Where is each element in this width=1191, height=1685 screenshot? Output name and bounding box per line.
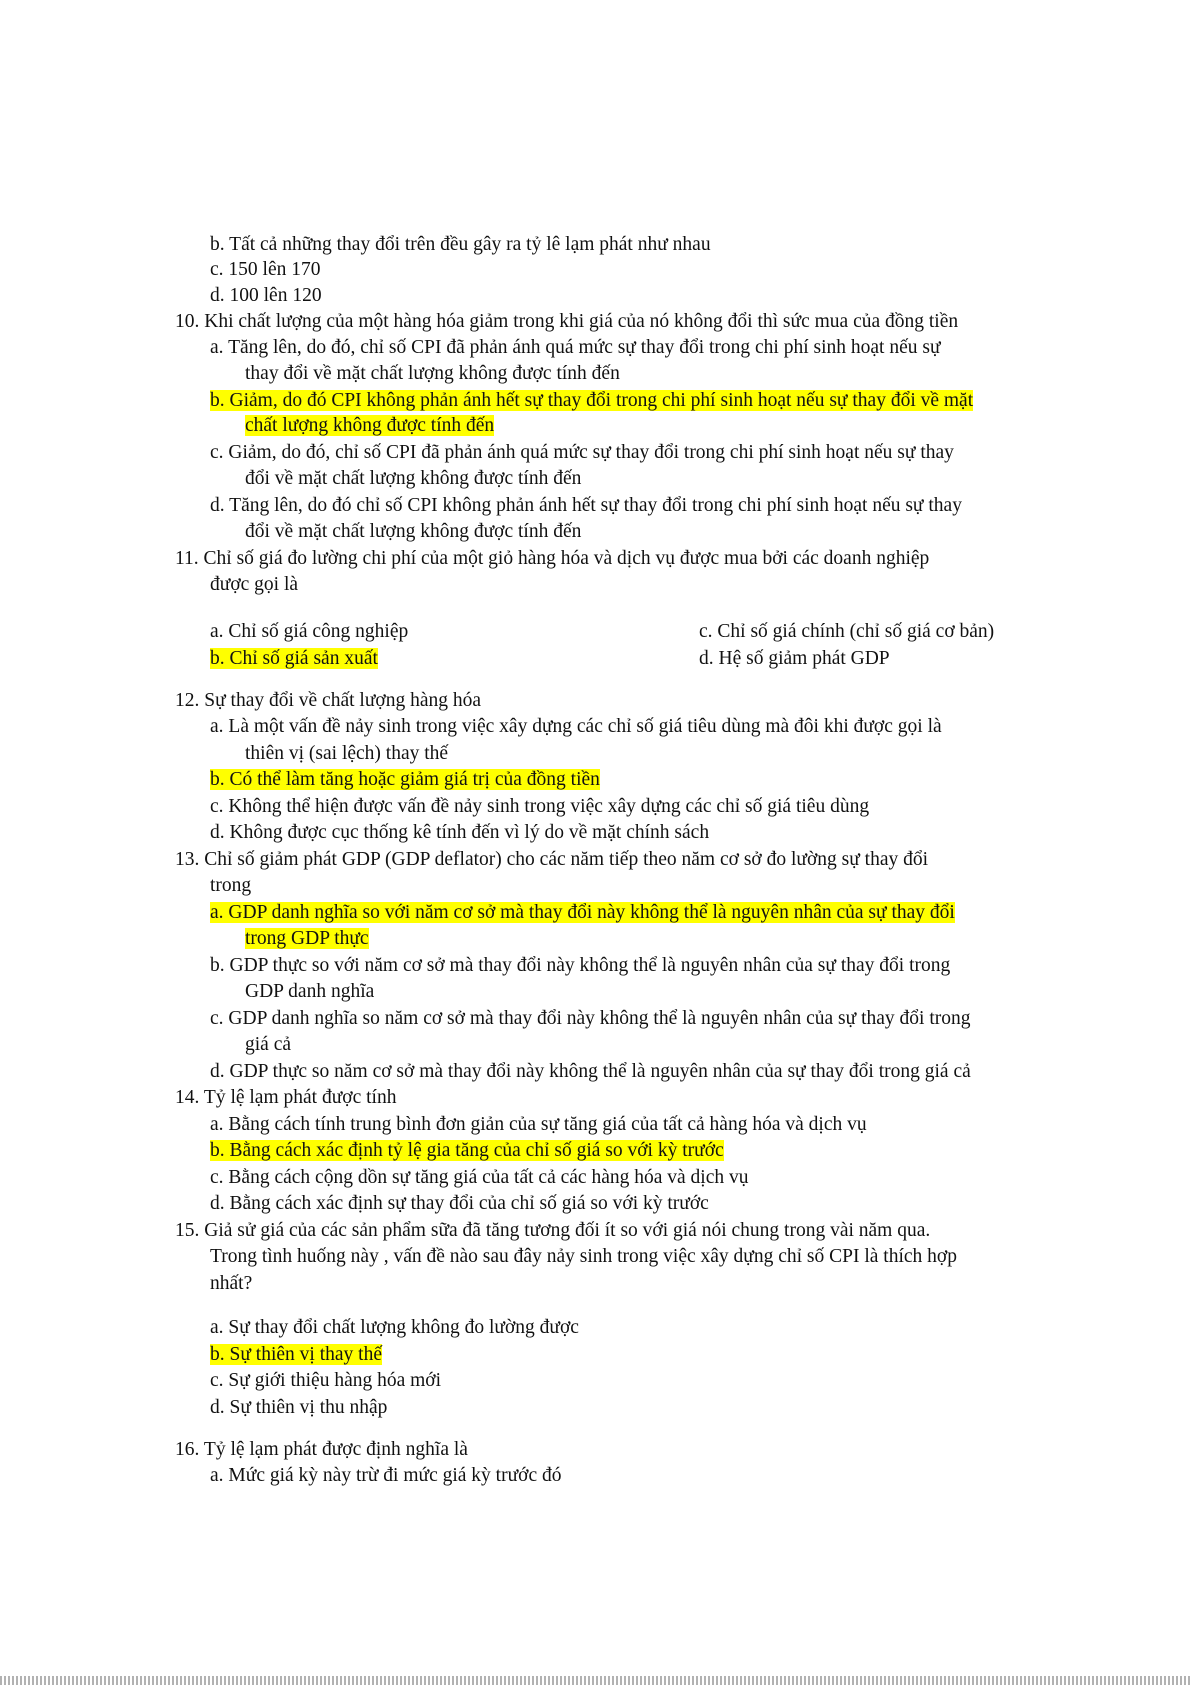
- q13-option-c-cont: giá cả: [245, 1034, 292, 1055]
- q14-option-c: c. Bằng cách cộng dồn sự tăng giá của tất cả các hàng hóa và dịch vụ: [210, 1167, 749, 1188]
- q9-option-c: c. 150 lên 170: [210, 259, 321, 280]
- q15-option-d: d. Sự thiên vị thu nhập: [210, 1397, 388, 1418]
- q13-stem: 13. Chỉ số giảm phát GDP (GDP deflator) cho các năm tiếp theo năm cơ sở đo lường sự thay đổi: [175, 849, 929, 870]
- q10-stem: 10. Khi chất lượng của một hàng hóa giảm trong khi giá của nó không đổi thì sức mua của đồng tiền: [175, 311, 959, 332]
- q13-option-c: c. GDP danh nghĩa so năm cơ sở mà thay đổi này không thể là nguyên nhân của sự thay đổi trong: [210, 1008, 971, 1029]
- q12-stem: 12. Sự thay đổi về chất lượng hàng hóa: [175, 690, 482, 711]
- q12-option-a: a. Là một vấn đề nảy sinh trong việc xây dựng các chỉ số giá tiêu dùng mà đôi khi được gọi là: [210, 716, 942, 737]
- q12-option-c: c. Không thể hiện được vấn đề nảy sinh trong việc xây dựng các chỉ số giá tiêu dùng: [210, 796, 870, 817]
- q10-option-c-cont: đổi về mặt chất lượng không được tính đến: [245, 468, 582, 489]
- q10-option-b-cont: chất lượng không được tính đến: [245, 415, 495, 436]
- q11-option-c: c. Chỉ số giá chính (chỉ số giá cơ bản): [699, 621, 995, 642]
- q13-option-d: d. GDP thực so năm cơ sở mà thay đổi này không thể là nguyên nhân của sự thay đổi trong giá cả: [210, 1061, 971, 1082]
- q15-option-a: a. Sự thay đổi chất lượng không đo lường được: [210, 1317, 579, 1338]
- q13-stem-cont: trong: [210, 875, 252, 896]
- q12-option-d: d. Không được cục thống kê tính đến vì lý do về mặt chính sách: [210, 822, 710, 843]
- q15-stem-cont2: nhất?: [210, 1273, 253, 1294]
- q15-stem: 15. Giả sử giá của các sản phẩm sữa đã tăng tương đối ít so với giá nói chung trong vài năm qua.: [175, 1220, 931, 1241]
- q15-option-c: c. Sự giới thiệu hàng hóa mới: [210, 1370, 442, 1391]
- q12-option-b-correct: b. Có thể làm tăng hoặc giảm giá trị của đồng tiền: [210, 769, 600, 790]
- q13-option-a-cont: trong GDP thực: [245, 928, 369, 949]
- q10-option-d: d. Tăng lên, do đó chỉ số CPI không phản ánh hết sự thay đổi trong chi phí sinh hoạt nếu sự thay: [210, 495, 962, 516]
- q11-option-d: d. Hệ số giảm phát GDP: [699, 648, 890, 669]
- q13-option-b: b. GDP thực so với năm cơ sở mà thay đổi này không thể là nguyên nhân của sự thay đổi trong: [210, 955, 951, 976]
- q14-stem: 14. Tỷ lệ lạm phát được tính: [175, 1087, 397, 1108]
- q9-option-b: b. Tất cả những thay đổi trên đều gây ra tỷ lê lạm phát như nhau: [210, 234, 711, 255]
- q15-option-b-correct: b. Sự thiên vị thay thế: [210, 1344, 382, 1365]
- q9-option-d: d. 100 lên 120: [210, 285, 322, 306]
- q12-option-a-cont: thiên vị (sai lệch) thay thế: [245, 743, 449, 764]
- q14-option-d: d. Bằng cách xác định sự thay đổi của chỉ số giá so với kỳ trước: [210, 1193, 709, 1214]
- q11-stem-cont: được gọi là: [210, 574, 299, 595]
- q16-option-a: a. Mức giá kỳ này trừ đi mức giá kỳ trước đó: [210, 1465, 562, 1486]
- q14-option-b-correct: b. Bằng cách xác định tỷ lệ gia tăng của chỉ số giá so với kỳ trước: [210, 1140, 724, 1161]
- q11-stem: 11. Chỉ số giá đo lường chi phí của một giỏ hàng hóa và dịch vụ được mua bởi các doanh nghiệp: [175, 548, 930, 569]
- q10-option-d-cont: đổi về mặt chất lượng không được tính đến: [245, 521, 582, 542]
- q15-stem-cont1: Trong tình huống này , vấn đề nào sau đây nảy sinh trong việc xây dựng chỉ số CPI là thích hợp: [210, 1246, 957, 1267]
- q10-option-c: c. Giảm, do đó, chỉ số CPI đã phản ánh quá mức sự thay đổi trong chi phí sinh hoạt nếu sự thay: [210, 442, 954, 463]
- page-bottom-artifact: [0, 1676, 1191, 1685]
- q10-option-a-cont: thay đổi về mặt chất lượng không được tính đến: [245, 363, 620, 384]
- q14-option-a: a. Bằng cách tính trung bình đơn giản của sự tăng giá của tất cả hàng hóa và dịch vụ: [210, 1114, 867, 1135]
- q11-option-b-correct: b. Chỉ số giá sản xuất: [210, 648, 378, 669]
- q13-option-a-correct: a. GDP danh nghĩa so với năm cơ sở mà thay đổi này không thể là nguyên nhân của sự thay đổi: [210, 902, 955, 923]
- q16-stem: 16. Tỷ lệ lạm phát được định nghĩa là: [175, 1439, 468, 1460]
- q10-option-a: a. Tăng lên, do đó, chỉ số CPI đã phản ánh quá mức sự thay đổi trong chi phí sinh hoạt nếu sự: [210, 337, 941, 358]
- q11-option-a: a. Chỉ số giá công nghiệp: [210, 621, 409, 642]
- q13-option-b-cont: GDP danh nghĩa: [245, 981, 375, 1002]
- q10-option-b-correct: b. Giảm, do đó CPI không phản ánh hết sự thay đổi trong chi phí sinh hoạt nếu sự thay đổi về mặt: [210, 390, 974, 411]
